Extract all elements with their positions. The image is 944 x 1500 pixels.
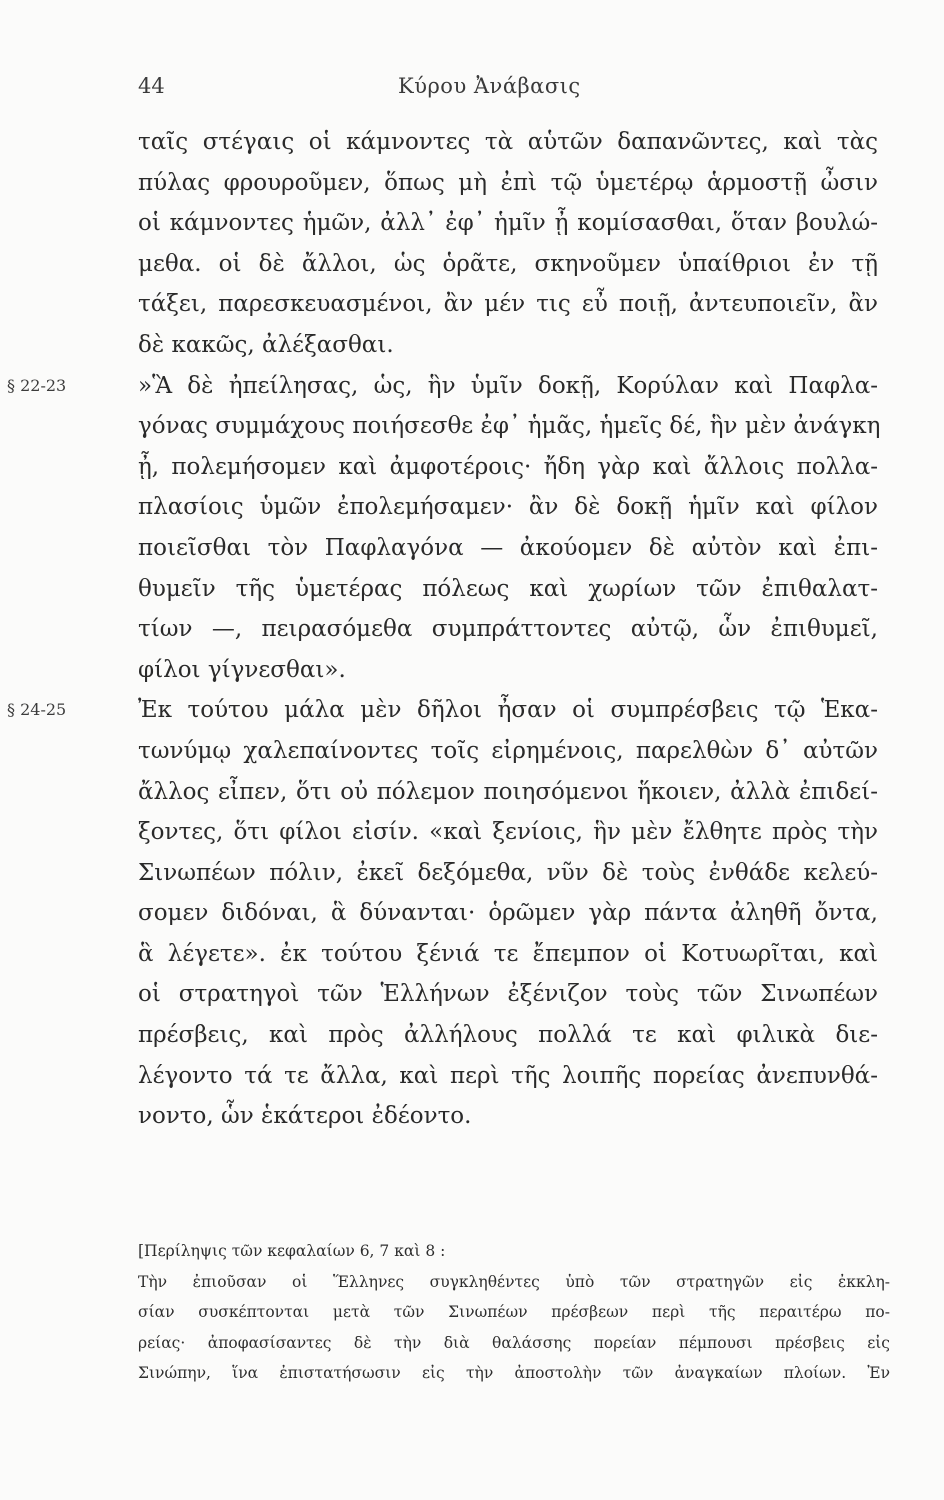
line-text: Σινωπέων πόλιν, ἐκεῖ δεξόμεθα, νῦν δὲ τοὺς ἐνθάδε κελεύ- — [138, 859, 878, 886]
text-line — [138, 731, 878, 772]
text-line — [138, 203, 878, 244]
page-number: 44 — [138, 74, 165, 98]
text-line — [138, 487, 878, 528]
line-text: μεθα. οἱ δὲ ἄλλοι, ὡς ὁρᾶτε, σκηνοῦμεν ὑπαίθριοι ἐν τῇ — [138, 250, 878, 277]
text-line — [138, 244, 878, 285]
margin-section-ref: § 22-23 — [7, 375, 67, 395]
main-text — [7, 122, 881, 1137]
text-line — [138, 447, 878, 488]
line-text: δὲ κακῶς, ἀλέξασθαι. — [138, 331, 394, 358]
line-text: »Ἃ δὲ ἠπείλησας, ὡς, ἣν ὑμῖν δοκῇ, Κορύλαν καὶ Παφλα- — [138, 372, 878, 399]
chapter-summary — [138, 1236, 890, 1389]
line-text: πλασίοις ὑμῶν ἐπολεμήσαμεν· ἂν δὲ δοκῇ ἡμῖν καὶ φίλον — [138, 494, 878, 521]
line-text: οἱ στρατηγοὶ τῶν Ἑλλήνων ἐξένιζον τοὺς τῶν Σινωπέων — [138, 981, 878, 1008]
line-text: οἱ κάμνοντες ἡμῶν, ἀλλ᾽ ἐφ᾽ ἡμῖν ᾖ κομίσασθαι, ὅταν βουλώ- — [138, 210, 878, 237]
running-title: Κύρου Ἀνάβασις — [398, 74, 581, 98]
line-text: λέγοντο τά τε ἄλλα, καὶ περὶ τῆς λοιπῆς πορείας ἀνεπυνθά- — [138, 1062, 878, 1089]
line-text: πρέσβεις, καὶ πρὸς ἀλλήλους πολλά τε καὶ φιλικὰ διε- — [138, 1022, 878, 1049]
text-line — [138, 284, 878, 325]
margin-section-ref: § 24-25 — [7, 700, 67, 720]
line-text: θυμεῖν τῆς ὑμετέρας πόλεως καὶ χωρίων τῶν ἐπιθαλατ- — [138, 575, 878, 602]
line-text: φίλοι γίγνεσθαι». — [138, 656, 346, 683]
text-line — [138, 163, 878, 204]
line-text: ποιεῖσθαι τὸν Παφλαγόνα — ἀκούομεν δὲ αὐτὸν καὶ ἐπι- — [138, 534, 878, 561]
text-line — [138, 650, 878, 691]
summary-line: Σινώπην, ἵνα ἐπιστατήσωσιν εἰς τὴν ἀποστολὴν τῶν ἀναγκαίων πλοίων. Ἐν — [138, 1364, 890, 1382]
line-text: τωνύμῳ χαλεπαίνοντες τοῖς εἰρημένοις, παρελθὼν δ᾽ αὐτῶν — [138, 737, 878, 764]
summary-line: ρείας· ἀποφασίσαντες δὲ τὴν διὰ θαλάσσης πορείαν πέμπουσι πρέσβεις εἰς — [138, 1333, 890, 1352]
line-text: ᾖ, πολεμήσομεν καὶ ἀμφοτέροις· ἤδη γὰρ καὶ ἄλλοις πολλα- — [138, 453, 878, 480]
line-text: ἄλλος εἶπεν, ὅτι οὐ πόλεμον ποιησόμενοι ἥκοιεν, ἀλλὰ ἐπιδεί- — [138, 778, 878, 805]
line-text: τάξει, παρεσκευασμένοι, ἂν μέν τις εὖ ποιῇ, ἀντευποιεῖν, ἂν — [138, 291, 878, 318]
line-text: ταῖς στέγαις οἱ κάμνοντες τὰ αὑτῶν δαπανῶντες, καὶ τὰς — [138, 129, 878, 155]
text-line — [138, 772, 878, 813]
text-line — [138, 325, 878, 366]
line-text: σομεν διδόναι, ἃ δύνανται· ὁρῶμεν γὰρ πάντα ἀληθῆ ὄντα, — [138, 900, 878, 927]
summary-line: σίαν συσκέπτονται μετὰ τῶν Σινωπέων πρέσβεων περὶ τῆς περαιτέρω πο- — [138, 1303, 890, 1321]
line-text: ἃ λέγετε». ἐκ τούτου ξένιά τε ἔπεμπον οἱ Κοτυωρῖται, καὶ — [138, 940, 878, 967]
page-header — [0, 74, 944, 104]
text-line — [138, 569, 878, 610]
text-line — [138, 934, 878, 975]
text-line — [138, 893, 878, 934]
summary-line: [Περίληψις τῶν κεφαλαίων 6, 7 καὶ 8 : — [138, 1242, 446, 1260]
text-line — [138, 853, 878, 894]
line-text: νοντο, ὧν ἑκάτεροι ἐδέοντο. — [138, 1103, 472, 1130]
line-text: Ἐκ τούτου μάλα μὲν δῆλοι ἦσαν οἱ συμπρέσβεις τῷ Ἑκα- — [138, 697, 878, 724]
text-line — [7, 366, 878, 407]
line-text: γόνας συμμάχους ποιήσεσθε ἐφ᾽ ἡμᾶς, ἡμεῖς δέ, ἣν μὲν ἀνάγκη — [138, 413, 881, 440]
text-line — [138, 1056, 878, 1097]
text-line — [138, 528, 878, 569]
text-line — [138, 1096, 878, 1137]
line-text: ξοντες, ὅτι φίλοι εἰσίν. «καὶ ξενίοις, ἣν μὲν ἔλθητε πρὸς τὴν — [138, 819, 878, 846]
text-line — [138, 1015, 878, 1056]
text-line — [138, 406, 881, 447]
line-text: πύλας φρουροῦμεν, ὅπως μὴ ἐπὶ τῷ ὑμετέρῳ ἁρμοστῇ ὦσιν — [138, 169, 878, 196]
text-line — [138, 974, 878, 1015]
text-line — [138, 812, 878, 853]
text-line — [138, 122, 878, 163]
summary-line: Τὴν ἐπιοῦσαν οἱ Ἕλληνες συγκληθέντες ὑπὸ τῶν στρατηγῶν εἰς ἐκκλη- — [138, 1272, 890, 1291]
line-text: τίων —, πειρασόμεθα συμπράττοντες αὐτῷ, ὧν ἐπιθυμεῖ, — [138, 616, 878, 643]
text-line — [7, 690, 878, 731]
text-line — [138, 609, 878, 650]
